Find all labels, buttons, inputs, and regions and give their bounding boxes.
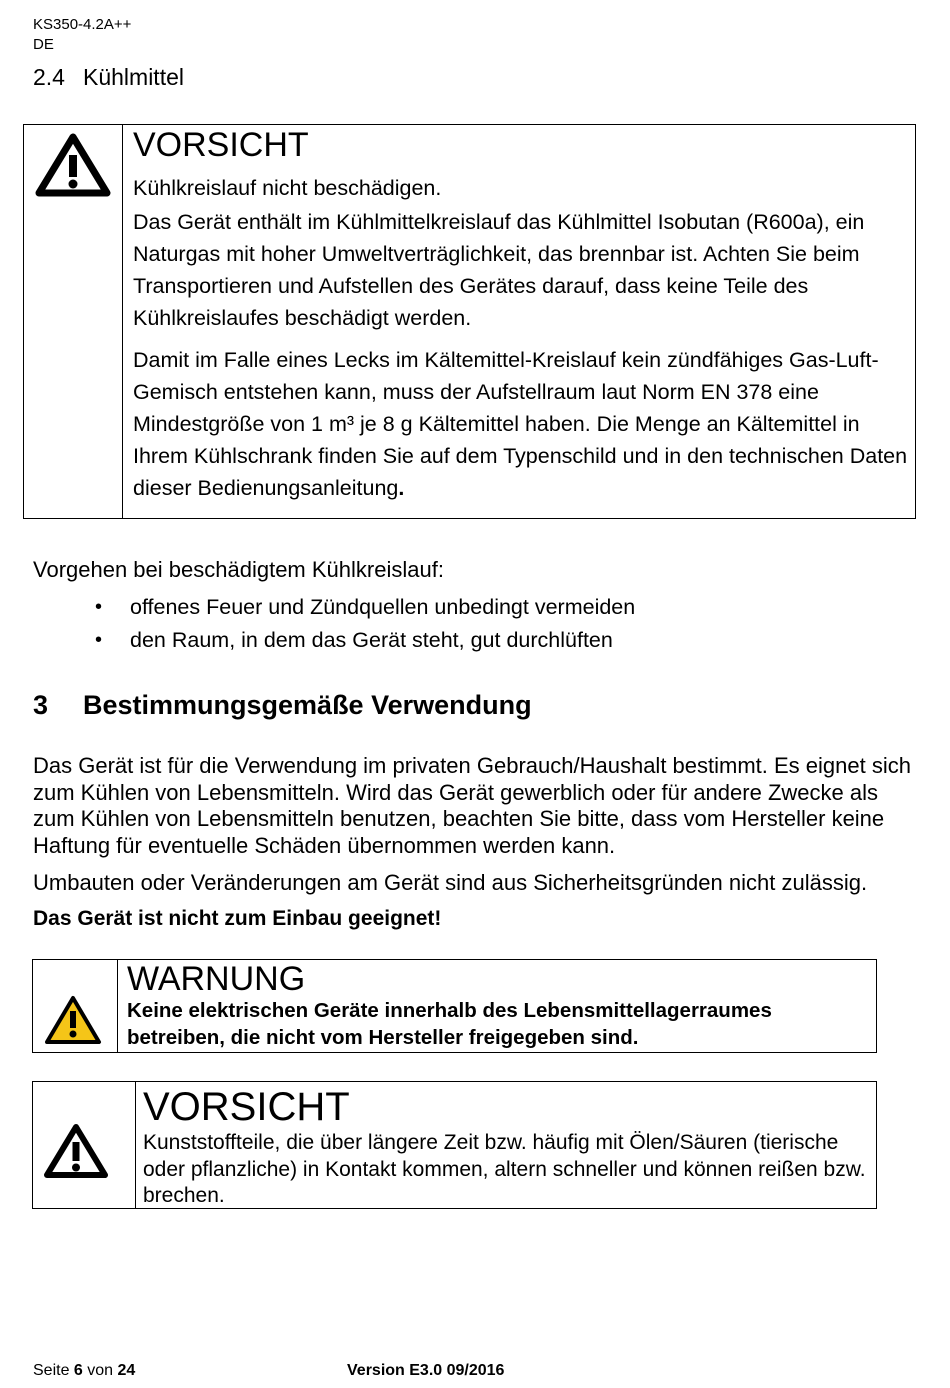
warning-triangle-icon [43,994,103,1046]
caution-box-refrigerant [23,124,916,519]
footer-page-prefix: Seite [33,1362,74,1379]
usage-paragraph-1: Das Gerät ist für die Verwendung im privaten Gebrauch/Haushalt bestimmt. Es eignet sich zum Kühlen von Lebensmitteln. Wird das Gerät gewerblich oder für andere Zwecke als zum Kühlen von Lebensmitteln benutzen, beachten Sie bitte, dass vom Hersteller keine Haftung für eventuelle Schäden übernommen werden kann. [33,753,911,858]
caution-title: VORSICHT [133,126,309,164]
warning-triangle-icon [34,131,112,199]
header-model: KS350-4.2A++ [33,16,132,33]
header-language: DE [33,36,54,53]
footer-page-total: 24 [117,1362,136,1379]
warning-text: Keine elektrischen Geräte innerhalb des Lebensmittellagerraumes betreiben, die nicht vom Hersteller freigegeben sind. [127,999,772,1049]
footer-version: Version E3.0 09/2016 [347,1362,505,1379]
caution-paragraph-2-end: . [398,476,405,500]
list-item: • den Raum, in dem das Gerät steht, gut durchlüften [95,624,635,657]
caution-box-plastics [32,1081,877,1209]
section-number: 3 [33,690,49,720]
caution-text: Kunststoffteile, die über längere Zeit bzw. häufig mit Ölen/Säuren (tierische oder pflanzliche) in Kontakt kommen, altern schneller und können reißen bzw. brechen. [143,1131,866,1207]
usage-bold-note: Das Gerät ist nicht zum Einbau geeignet! [33,907,442,930]
list-item: • offenes Feuer und Zündquellen unbedingt vermeiden [95,591,635,624]
footer-page-mid: von [82,1362,118,1379]
procedure-list [95,591,635,657]
caution-paragraph-2 [133,344,908,504]
procedure-intro: Vorgehen bei beschädigtem Kühlkreislauf: [33,557,444,582]
footer-page: 6 [73,1362,83,1379]
section-number: 2.4 [33,64,65,90]
caution-lead: Kühlkreislauf nicht beschädigen. [133,176,442,200]
box-divider [135,1082,136,1208]
warning-box [32,959,877,1053]
section-title: Bestimmungsgemäße Verwendung [83,690,532,720]
caution-title: VORSICHT [143,1085,350,1129]
warning-title: WARNUNG [127,960,306,998]
section-heading-2-4 [33,64,184,91]
section-title: Kühlmittel [83,64,184,90]
box-divider [117,960,118,1052]
caution-paragraph-2-text: Damit im Falle eines Lecks im Kältemittel-Kreislauf kein zündfähiges Gas-Luft-Gemisch entstehen kann, muss der Aufstellraum laut Norm EN 378 eine Mindestgröße von 1 m³ je 8 g Kältemittel haben. Die Menge an Kältemittel in Ihrem Kühlschrank finden Sie auf dem Typenschild und in den technischen Daten dieser Bedienungsanleitung [133,348,908,500]
section-heading-3 [33,690,532,721]
usage-paragraph-2: Umbauten oder Veränderungen am Gerät sind aus Sicherheitsgründen nicht zulässig. [33,870,868,895]
box-divider [122,125,123,518]
footer-page-number [33,1362,135,1380]
caution-paragraph-1: Das Gerät enthält im Kühlmittelkreislauf das Kühlmittel Isobutan (R600a), ein Naturgas mit hoher Umweltverträglichkeit, das brennbar ist. Achten Sie beim Transportieren und Aufstellen des Gerätes darauf, dass keine Teile des Kühlkreislaufes beschädigt werden. [133,210,865,330]
warning-triangle-icon [43,1122,109,1180]
